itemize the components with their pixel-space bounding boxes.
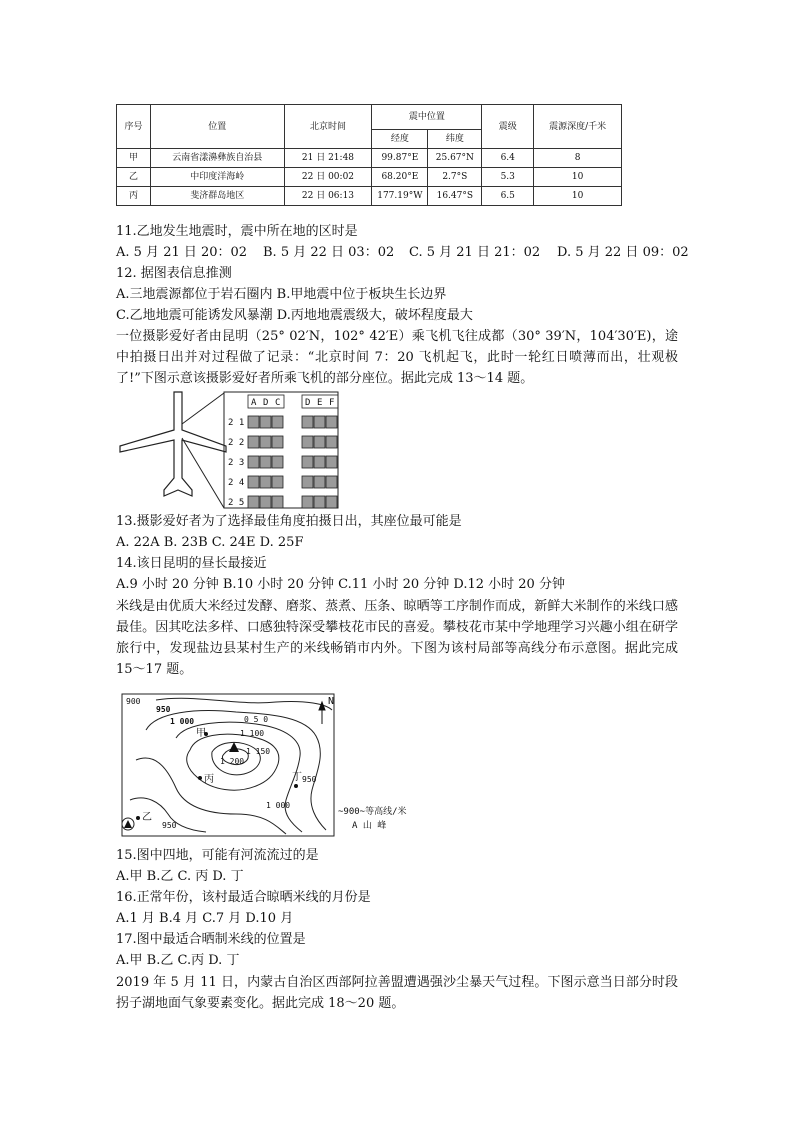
cell-lat: 16.47°S	[428, 187, 482, 206]
header-location: 位置	[150, 105, 284, 149]
seat	[248, 456, 259, 468]
q11-stem: 11.乙地发生地震时，震中所在地的区时是	[116, 224, 358, 239]
cell-time: 22 日 00:02	[284, 168, 372, 187]
seat	[248, 436, 259, 448]
header-lon: 经度	[372, 130, 428, 149]
seat	[326, 436, 337, 448]
contour-label: 950	[162, 821, 177, 830]
intro-15-17: 米线是由优质大米经过发酵、磨浆、蒸煮、压条、晾晒等工序制作而成，新鲜大米制作的米线口感最佳。因其吃法多样、口感独特深受攀枝花市民的喜爱。攀枝花市某中学地理学习兴趣小组在研学旅行中，发现盐边县某村生产的米线畅销市内外。下图为该村局部等高线分布示意图。据此完成 15～17 题。	[116, 599, 678, 677]
place-jia: 甲	[196, 728, 206, 739]
cell-lat: 2.7°S	[428, 168, 482, 187]
col-label: D	[305, 398, 311, 408]
plane-icon	[120, 392, 226, 496]
q11-option-c[interactable]: C. 5 月 21 日 21：02	[409, 245, 541, 260]
contour-label: 950	[302, 775, 317, 784]
q14-options[interactable]: A.9 小时 20 分钟 B.10 小时 20 分钟 C.11 小时 20 分钟 D.12 小时 20 分钟	[116, 577, 565, 592]
cell-location: 斐济群岛地区	[150, 187, 284, 206]
cell-lon: 177.19°W	[372, 187, 428, 206]
q11-option-b[interactable]: B. 5 月 22 日 03：02	[263, 245, 395, 260]
row-label: 2 5	[228, 498, 245, 508]
seat-grid	[248, 416, 337, 508]
q16-options[interactable]: A.1 月 B.4 月 C.7 月 D.10 月	[116, 911, 294, 926]
map-legend	[338, 805, 407, 831]
q13-options[interactable]: A. 22A B. 23B C. 24E D. 25F	[116, 535, 304, 550]
seat	[248, 416, 259, 428]
row-label: 2 2	[228, 438, 245, 448]
intro-13-14: 一位摄影爱好者由昆明（25° 02′N，102° 42′E）乘飞机飞往成都（30° 39′N，104′30′E)，途中拍摄日出并对过程做了记录：“北京时间 7：20 飞机起飞，此时一轮红日喷薄而出，壮观极了!”下图示意该摄影爱好者所乘飞机的部分座位。据此完成 13～14 题。	[116, 329, 678, 386]
q17-stem: 17.图中最适合晒制米线的位置是	[116, 932, 306, 947]
seat	[326, 476, 337, 488]
seat	[260, 496, 271, 508]
header-epicenter: 震中位置	[372, 105, 482, 130]
contour-label: 950	[156, 705, 171, 714]
q11-option-a[interactable]: A. 5 月 21 日 20：02	[116, 245, 248, 260]
q11-option-d[interactable]: D. 5 月 22 日 09：02	[557, 245, 689, 260]
contour-map-figure	[116, 690, 440, 840]
cell-depth: 10	[534, 187, 622, 206]
seat	[314, 436, 325, 448]
seat	[272, 416, 283, 428]
seat	[248, 476, 259, 488]
cell-location: 云南省漾濞彝族自治县	[150, 149, 284, 168]
q17-options[interactable]: A.甲 B.乙 C.丙 D. 丁	[116, 953, 240, 968]
row-label: 2 4	[228, 478, 245, 488]
seat	[260, 416, 271, 428]
cell-mag: 6.4	[482, 149, 534, 168]
table-row	[117, 149, 622, 168]
contour-label: 1 100	[240, 729, 265, 738]
seat-map-frame	[224, 392, 338, 508]
contour-label: 1 200	[220, 757, 245, 766]
header-beijing-time: 北京时间	[284, 105, 372, 149]
col-label: D	[263, 398, 269, 408]
cell-no: 甲	[117, 149, 151, 168]
q15-stem: 15.图中四地，可能有河流流过的是	[116, 848, 319, 863]
contour-lines	[130, 696, 335, 834]
header-no: 序号	[117, 105, 151, 149]
place-yi: 乙	[142, 812, 152, 823]
seat	[272, 496, 283, 508]
cell-location: 中印度洋海岭	[150, 168, 284, 187]
place-bing: 丙	[204, 774, 214, 785]
row-label: 2 3	[228, 458, 245, 468]
seat	[272, 436, 283, 448]
cell-depth: 10	[534, 168, 622, 187]
q13-stem: 13.摄影爱好者为了选择最佳角度拍摄日出，其座位最可能是	[116, 514, 462, 529]
cell-mag: 5.3	[482, 168, 534, 187]
contour-label: 1 000	[266, 801, 291, 810]
seat	[302, 496, 313, 508]
cell-no: 乙	[117, 168, 151, 187]
seat	[314, 416, 325, 428]
col-label: A	[251, 398, 257, 408]
cell-time: 22 日 06:13	[284, 187, 372, 206]
q12-options-line2[interactable]: C.乙地地震可能诱发风暴潮 D.丙地地震震级大，破坏程度最大	[116, 308, 473, 323]
seat-row-labels	[228, 418, 244, 508]
q12-options-line1[interactable]: A.三地震源都位于岩石圈内 B.甲地震中位于板块生长边界	[116, 287, 447, 302]
col-label: F	[329, 398, 335, 408]
seat	[260, 476, 271, 488]
zoom-lines	[182, 393, 224, 508]
q14-stem: 14.该日昆明的昼长最接近	[116, 556, 267, 571]
seat	[302, 456, 313, 468]
q16-stem: 16.正常年份，该村最适合晾晒米线的月份是	[116, 890, 371, 905]
col-label: C	[275, 398, 281, 408]
header-magnitude: 震级	[482, 105, 534, 149]
cell-lat: 25.67°N	[428, 149, 482, 168]
col-label: E	[317, 398, 323, 408]
seat	[326, 456, 337, 468]
cell-depth: 8	[534, 149, 622, 168]
seat	[272, 476, 283, 488]
seat	[260, 436, 271, 448]
cell-mag: 6.5	[482, 187, 534, 206]
table-row	[117, 187, 622, 206]
q11-options	[116, 243, 689, 263]
cell-lon: 99.87°E	[372, 149, 428, 168]
contour-label: 900	[126, 697, 141, 706]
seat	[326, 496, 337, 508]
header-depth: 震源深度/千米	[534, 105, 622, 149]
earthquake-table	[116, 104, 622, 206]
legend-peak: A 山 峰	[352, 821, 387, 831]
header-lat: 纬度	[428, 130, 482, 149]
seat	[326, 416, 337, 428]
seat	[272, 456, 283, 468]
north-label: N	[328, 696, 335, 707]
legend-contour: ~900~等高线/米	[338, 807, 407, 817]
cell-time: 21 日 21:48	[284, 149, 372, 168]
seat	[302, 476, 313, 488]
seat	[260, 456, 271, 468]
place-ding: 丁	[292, 772, 302, 783]
contour-label: 1 150	[246, 747, 271, 756]
seat-column-labels	[248, 395, 338, 408]
seat	[314, 496, 325, 508]
row-label: 2 1	[228, 418, 245, 428]
seat	[314, 456, 325, 468]
contour-label: 1 000	[170, 717, 195, 726]
contour-label: 0 5 0	[244, 715, 269, 724]
seat	[248, 496, 259, 508]
seat	[302, 416, 313, 428]
intro-18-20: 2019 年 5 月 11 日，内蒙古自治区西部阿拉善盟遭遇强沙尘暴天气过程。下图示意当日部分时段拐子湖地面气象要素变化。据此完成 18～20 题。	[116, 975, 678, 1011]
seat	[302, 436, 313, 448]
cell-lon: 68.20°E	[372, 168, 428, 187]
contour-labels	[126, 696, 334, 830]
cell-no: 丙	[117, 187, 151, 206]
seat	[314, 476, 325, 488]
plane-seat-figure	[116, 390, 340, 510]
q12-stem: 12. 据图表信息推测	[116, 266, 232, 281]
table-row	[117, 168, 622, 187]
q15-options[interactable]: A.甲 B.乙 C. 丙 D. 丁	[116, 869, 244, 884]
